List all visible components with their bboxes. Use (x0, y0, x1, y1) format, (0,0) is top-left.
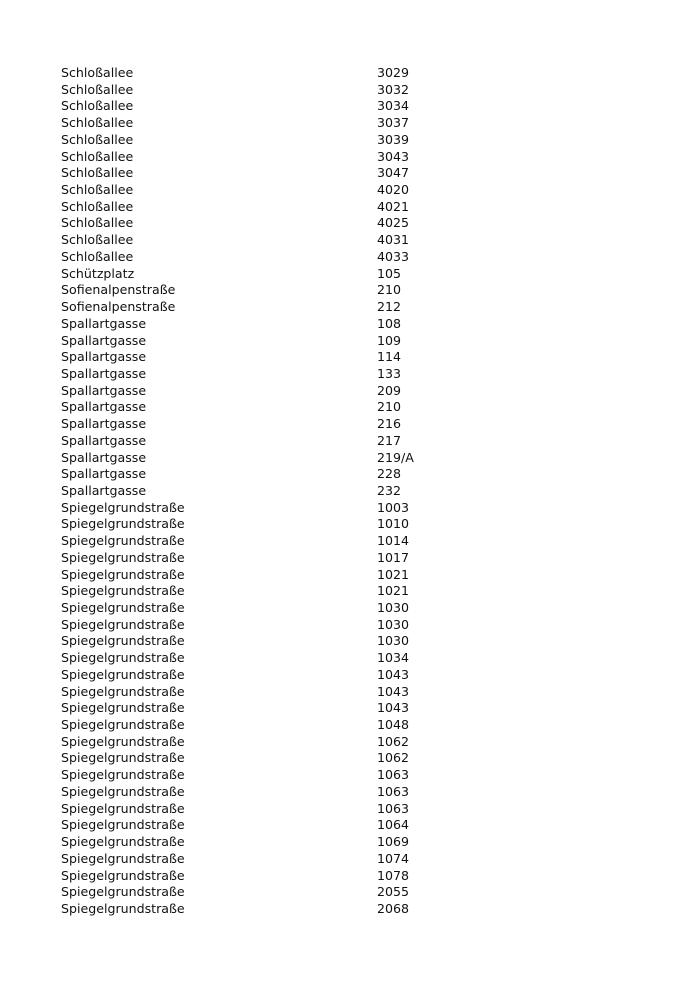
table-row (61, 316, 461, 333)
table-row (61, 717, 461, 734)
house-number: 1062 (377, 750, 410, 766)
house-number: 1021 (377, 583, 410, 599)
table-row (61, 182, 461, 199)
street-name: Spiegelgrundstraße (61, 717, 185, 733)
house-number: 3029 (377, 65, 410, 80)
table-row (61, 633, 461, 650)
table-row (61, 433, 461, 450)
address-table (61, 65, 461, 918)
house-number: 3039 (377, 131, 410, 147)
house-number: 209 (377, 382, 402, 398)
house-number: 212 (377, 299, 402, 315)
street-name: Spallartgasse (61, 449, 147, 465)
table-row (61, 834, 461, 851)
street-name: Spiegelgrundstraße (61, 867, 185, 883)
table-row (61, 901, 461, 918)
house-number: 2068 (377, 900, 410, 916)
street-name: Spiegelgrundstraße (61, 616, 185, 632)
house-number: 1063 (377, 783, 410, 799)
table-row (61, 132, 461, 149)
street-name: Sofienalpenstraße (61, 282, 176, 298)
street-name: Spiegelgrundstraße (61, 700, 185, 716)
table-row (61, 600, 461, 617)
table-row (61, 767, 461, 784)
table-row (61, 617, 461, 634)
house-number: 3037 (377, 115, 410, 131)
street-name: Schloßallee (61, 148, 134, 164)
street-name: Schloßallee (61, 65, 134, 80)
table-row (61, 165, 461, 182)
street-name: Spiegelgrundstraße (61, 834, 185, 850)
house-number: 3047 (377, 165, 410, 181)
street-name: Spiegelgrundstraße (61, 650, 185, 666)
street-name: Schützplatz (61, 265, 135, 281)
table-row (61, 801, 461, 818)
house-number: 1078 (377, 867, 410, 883)
table-row (61, 884, 461, 901)
house-number: 210 (377, 399, 402, 415)
house-number: 210 (377, 282, 402, 298)
table-row (61, 249, 461, 266)
house-number: 1030 (377, 616, 410, 632)
table-row (61, 199, 461, 216)
table-row (61, 450, 461, 467)
table-row (61, 416, 461, 433)
street-name: Spallartgasse (61, 315, 147, 331)
street-name: Spallartgasse (61, 332, 147, 348)
street-name: Spiegelgrundstraße (61, 666, 185, 682)
house-number: 219/A (377, 449, 414, 465)
table-row (61, 483, 461, 500)
street-name: Spiegelgrundstraße (61, 516, 185, 532)
street-name: Spallartgasse (61, 432, 147, 448)
house-number: 4021 (377, 198, 410, 214)
street-name: Spallartgasse (61, 416, 147, 432)
table-row (61, 550, 461, 567)
table-row (61, 466, 461, 483)
street-name: Schloßallee (61, 165, 134, 181)
street-name: Spiegelgrundstraße (61, 900, 185, 916)
house-number: 1048 (377, 717, 410, 733)
table-row (61, 215, 461, 232)
table-row (61, 399, 461, 416)
table-row (61, 567, 461, 584)
house-number: 1074 (377, 850, 410, 866)
house-number: 114 (377, 349, 402, 365)
street-name: Schloßallee (61, 248, 134, 264)
street-name: Schloßallee (61, 198, 134, 214)
house-number: 3034 (377, 98, 410, 114)
house-number: 1021 (377, 566, 410, 582)
street-name: Schloßallee (61, 81, 134, 97)
table-row (61, 700, 461, 717)
table-row (61, 784, 461, 801)
house-number: 217 (377, 432, 402, 448)
table-row (61, 750, 461, 767)
street-name: Schloßallee (61, 182, 134, 198)
street-name: Schloßallee (61, 215, 134, 231)
house-number: 1030 (377, 600, 410, 615)
table-row (61, 115, 461, 132)
house-number: 4033 (377, 248, 410, 264)
street-name: Spallartgasse (61, 382, 147, 398)
house-number: 105 (377, 265, 402, 281)
house-number: 109 (377, 332, 402, 348)
table-row (61, 349, 461, 366)
table-row (61, 516, 461, 533)
street-name: Schloßallee (61, 131, 134, 147)
table-row (61, 868, 461, 885)
house-number: 1010 (377, 516, 410, 532)
street-name: Spiegelgrundstraße (61, 533, 185, 549)
street-name: Spiegelgrundstraße (61, 633, 185, 649)
street-name: Spiegelgrundstraße (61, 600, 185, 615)
street-name: Spallartgasse (61, 466, 147, 482)
table-row (61, 266, 461, 283)
house-number: 1062 (377, 733, 410, 749)
house-number: 3043 (377, 148, 410, 164)
house-number: 1034 (377, 650, 410, 666)
street-name: Schloßallee (61, 232, 134, 248)
house-number: 133 (377, 365, 402, 381)
house-number: 1030 (377, 633, 410, 649)
street-name: Spiegelgrundstraße (61, 884, 185, 900)
table-row (61, 65, 461, 82)
house-number: 1003 (377, 499, 410, 515)
table-row (61, 817, 461, 834)
table-row (61, 533, 461, 550)
table-row (61, 500, 461, 517)
street-name: Schloßallee (61, 98, 134, 114)
table-row (61, 383, 461, 400)
street-name: Spiegelgrundstraße (61, 499, 185, 515)
house-number: 1063 (377, 767, 410, 783)
house-number: 228 (377, 466, 402, 482)
street-name: Spiegelgrundstraße (61, 767, 185, 783)
table-row (61, 282, 461, 299)
street-name: Sofienalpenstraße (61, 299, 176, 315)
street-name: Spiegelgrundstraße (61, 817, 185, 833)
street-name: Spiegelgrundstraße (61, 850, 185, 866)
house-number: 1043 (377, 700, 410, 716)
house-number: 2055 (377, 884, 410, 900)
street-name: Spallartgasse (61, 482, 147, 498)
house-number: 1043 (377, 666, 410, 682)
house-number: 108 (377, 315, 402, 331)
table-row (61, 851, 461, 868)
house-number: 1069 (377, 834, 410, 850)
house-number: 4031 (377, 232, 410, 248)
house-number: 1017 (377, 549, 410, 565)
street-name: Spallartgasse (61, 349, 147, 365)
house-number: 4025 (377, 215, 410, 231)
house-number: 4020 (377, 182, 410, 198)
house-number: 1014 (377, 533, 410, 549)
house-number: 216 (377, 416, 402, 432)
street-name: Spiegelgrundstraße (61, 733, 185, 749)
street-name: Schloßallee (61, 115, 134, 131)
table-row (61, 366, 461, 383)
table-row (61, 98, 461, 115)
street-name: Spiegelgrundstraße (61, 750, 185, 766)
table-row (61, 667, 461, 684)
table-row (61, 684, 461, 701)
house-number: 1043 (377, 683, 410, 699)
house-number: 1063 (377, 800, 410, 816)
table-row (61, 149, 461, 166)
table-row (61, 232, 461, 249)
house-number: 3032 (377, 81, 410, 97)
street-name: Spiegelgrundstraße (61, 583, 185, 599)
street-name: Spiegelgrundstraße (61, 549, 185, 565)
table-row (61, 333, 461, 350)
street-name: Spiegelgrundstraße (61, 683, 185, 699)
street-name: Spiegelgrundstraße (61, 566, 185, 582)
street-name: Spallartgasse (61, 399, 147, 415)
street-name: Spallartgasse (61, 365, 147, 381)
table-row (61, 650, 461, 667)
table-row (61, 82, 461, 99)
street-name: Spiegelgrundstraße (61, 783, 185, 799)
house-number: 1064 (377, 817, 410, 833)
table-row (61, 299, 461, 316)
table-row (61, 734, 461, 751)
street-name: Spiegelgrundstraße (61, 800, 185, 816)
table-row (61, 583, 461, 600)
house-number: 232 (377, 482, 402, 498)
